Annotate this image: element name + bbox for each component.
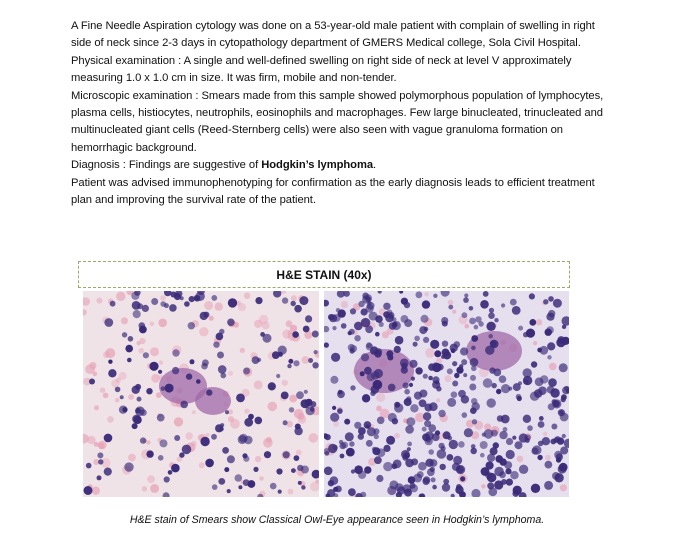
micrograph-right-image (324, 291, 569, 497)
micrograph-right (324, 291, 569, 497)
diagnosis-end: . (373, 159, 377, 172)
intro-paragraph: A Fine Needle Aspiration cytology was done on a 53-year-old male patient with complain of swelling in right side of neck since 2-3 days in cytopathology department of GMERS Medical college, Sola Civil Hospital. (71, 20, 595, 50)
micrograph-left (83, 291, 319, 497)
microscopic-exam-paragraph: Microscopic examination : Smears made from this sample showed polymorphous population of lymphocytes, plasma cells, histiocytes, neutrophils, eosinophils and macrophages. Few large binucleated, trinucleated and multinucleated giant cells (Reed-Sternberg cells) were also seen with vague granuloma formation on hemorrhagic background. (71, 89, 604, 154)
figure-caption: H&E stain of Smears show Classical Owl-Eye appearance seen in Hodgkin’s lymphoma. (129, 514, 545, 526)
case-report-text (71, 18, 606, 209)
micrograph-left-image (83, 291, 319, 497)
diagnosis-label: Diagnosis : Findings are suggestive of (71, 159, 262, 172)
advice-paragraph: Patient was advised immunophenotyping for confirmation as the early diagnosis leads to efficient treatment plan and improving the survival rate of the patient. (71, 176, 595, 207)
diagnosis-value: Hodgkin’s lymphoma (261, 159, 374, 172)
physical-exam-paragraph: Physical examination : A single and well-defined swelling on right side of neck at level V approximately measuring 1.0 x 1.0 cm in size. It was firm, mobile and non-tender. (71, 54, 572, 85)
diagnosis-paragraph (71, 157, 606, 174)
stain-header: H&E STAIN (40x) (78, 261, 570, 288)
